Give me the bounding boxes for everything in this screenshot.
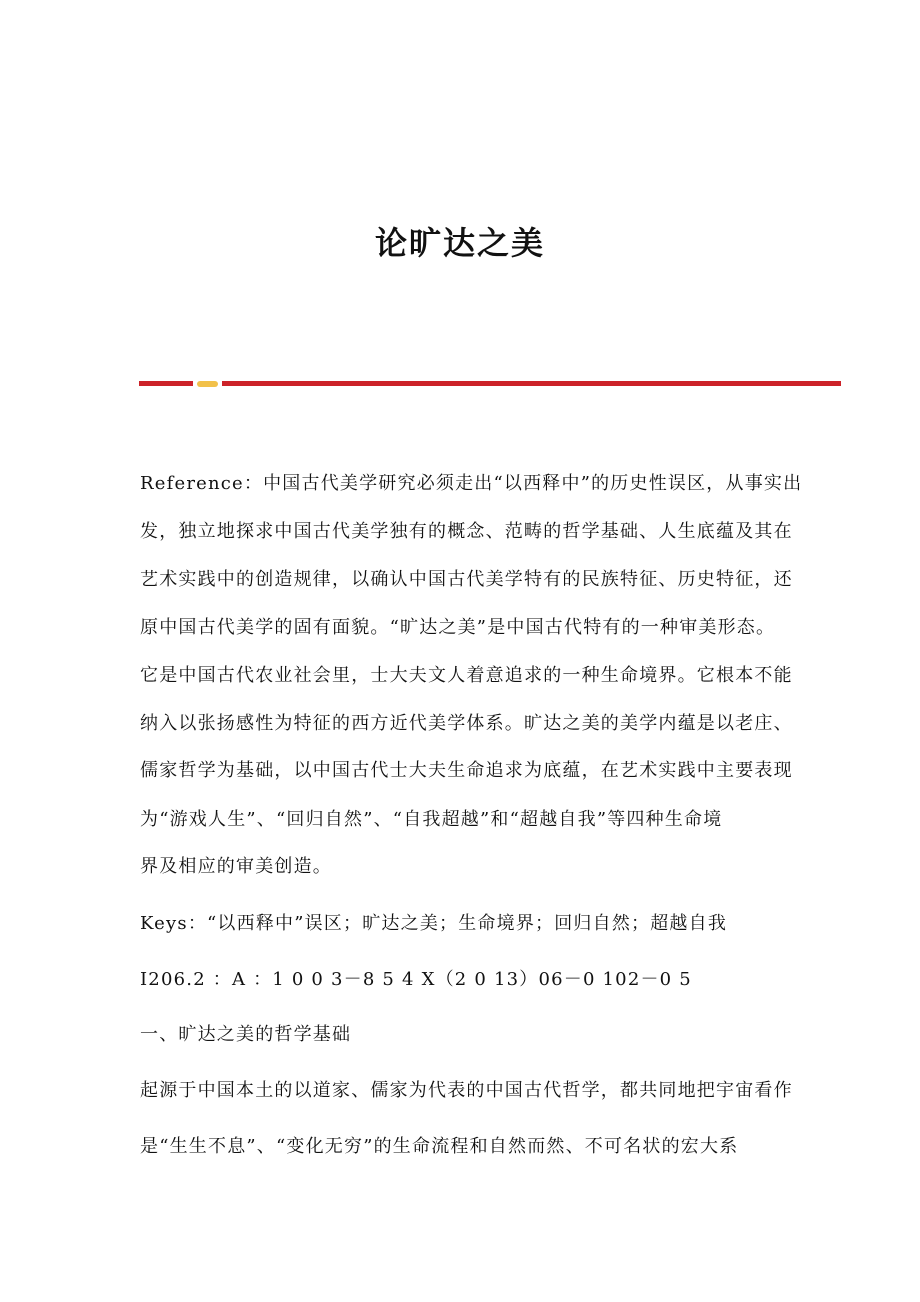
- classification-code: I206.2 ：A ：1 0 0 3－8 5 4 X（2 0 13）06－0 102－0 5: [140, 969, 692, 990]
- abstract-line: 艺术实践中的创造规律，以确认中国古代美学特有的民族特征、历史特征，还: [140, 569, 793, 590]
- abstract-line: 它是中国古代农业社会里，士大夫文人着意追求的一种生命境界。它根本不能: [140, 665, 793, 686]
- abstract-line: 原中国古代美学的固有面貌。“旷达之美”是中国古代特有的一种审美形态。: [140, 617, 776, 638]
- body-line: 起源于中国本土的以道家、儒家为代表的中国古代哲学，都共同地把宇宙看作: [140, 1080, 793, 1101]
- divider-right: [222, 381, 841, 386]
- section-heading: 一、旷达之美的哲学基础: [140, 1024, 352, 1045]
- document-title: 论旷达之美: [374, 224, 545, 262]
- abstract-line: 界及相应的审美创造。: [140, 856, 332, 877]
- keywords: Keys：“以西释中”误区；旷达之美；生命境界；回归自然；超越自我: [140, 913, 728, 934]
- abstract-line: 为“游戏人生”、“回归自然”、“自我超越”和“超越自我”等四种生命境: [140, 809, 723, 830]
- abstract-line: 发，独立地探求中国古代美学独有的概念、范畴的哲学基础、人生底蕴及其在: [140, 521, 793, 542]
- abstract-line: 儒家哲学为基础，以中国古代士大夫生命追求为底蕴，在艺术实践中主要表现: [140, 760, 793, 781]
- divider-ornament: [197, 381, 218, 387]
- abstract-line: 纳入以张扬感性为特征的西方近代美学体系。旷达之美的美学内蕴是以老庄、: [140, 713, 793, 734]
- divider-left: [139, 381, 193, 386]
- body-line: 是“生生不息”、“变化无穷”的生命流程和自然而然、不可名状的宏大系: [140, 1136, 739, 1157]
- abstract-line: Reference：中国古代美学研究必须走出“以西释中”的历史性误区，从事实出: [140, 473, 803, 494]
